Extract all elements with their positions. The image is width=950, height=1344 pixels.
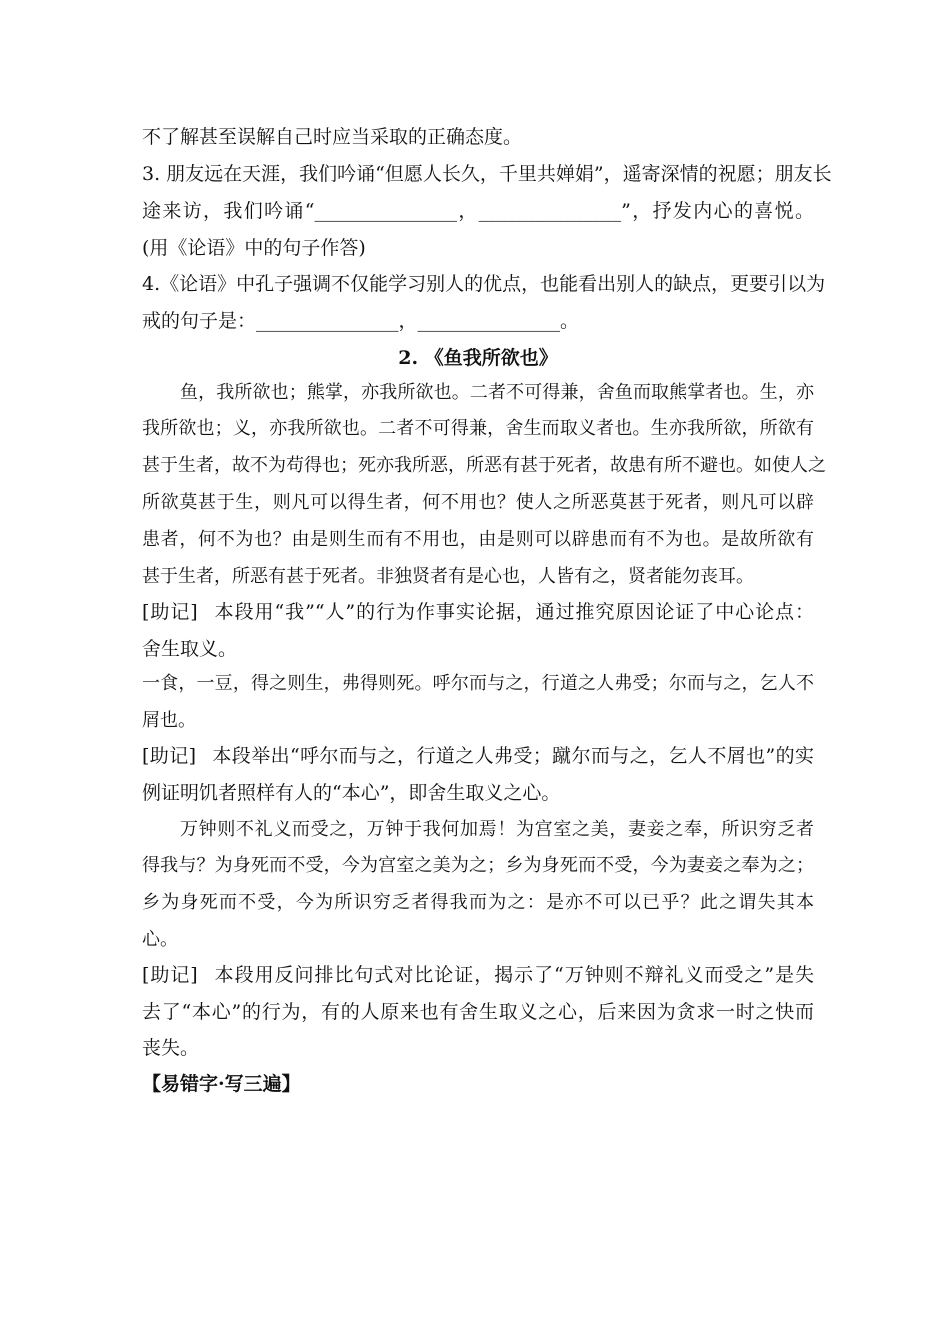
note-line (142, 961, 814, 989)
note-line: 舍生取义。 (142, 638, 238, 660)
note-text: 本段用“我”“人”的行为作事实论据，通过推究原因论证了中心论点： (213, 601, 815, 623)
question-4-fill-line: 戒的句子是：_______________，_______________。 (142, 310, 580, 332)
note-tag: [助记] (142, 745, 197, 767)
section-heading: 【易错字·写三遍】 (142, 1073, 301, 1095)
passage-line: 心。 (142, 929, 178, 950)
question-3-fill-line: 途来访，我们吟诵“_______________，_______________”，抒发内心的喜悦。 (142, 200, 814, 222)
question-3-note: (用《论语》中的句子作答) (142, 237, 366, 259)
passage-line: 屑也。 (142, 710, 196, 731)
note-line: 丧失。 (142, 1037, 200, 1059)
passage-line: 万钟则不礼义而受之，万钟于我何加焉！为宫室之美，妻妾之奉，所识穷乏者 (180, 819, 814, 840)
note-line: 例证明饥者照样有人的“本心”，即舍生取义之心。 (142, 782, 561, 804)
passage-line: 乡为身死而不受，今为所识穷乏者得我而为之：是亦不可以已乎？此之谓失其本 (142, 892, 814, 913)
note-text: 本段举出“呼尔而与之，行道之人弗受；蹴尔而与之，乞人不屑也”的实 (212, 745, 815, 767)
note-line (142, 598, 814, 626)
passage-line: 患者，何不为也？由是则生而有不用也，由是则可以辟患而有不为也。是故所欲有 (142, 529, 814, 550)
passage-line: 一食，一豆，得之则生，弗得则死。呼尔而与之，行道之人弗受；尔而与之，乞人不 (142, 673, 814, 694)
note-line (142, 742, 814, 770)
note-line: 去了“本心”的行为，有的人原来也有舍生取义之心，后来因为贪求一时之快而 (142, 1001, 814, 1023)
note-text: 本段用反问排比句式对比论证，揭示了“万钟则不辩礼义而受之”是失 (213, 964, 814, 986)
note-tag: [助记] (142, 601, 198, 623)
section-title: 2. 《鱼我所欲也》 (398, 347, 558, 369)
question-3-line: 3. 朋友远在天涯，我们吟诵“但愿人长久，千里共婵娟”，遥寄深情的祝愿；朋友长 (142, 163, 832, 185)
note-tag: [助记] (142, 964, 198, 986)
text-line: 不了解甚至误解自己时应当采取的正确态度。 (142, 126, 523, 148)
passage-line: 鱼，我所欲也；熊掌，亦我所欲也。二者不可得兼，舍鱼而取熊掌者也。生，亦 (180, 382, 814, 403)
passage-line: 所欲莫甚于生，则凡可以得生者，何不用也？使人之所恶莫甚于死者，则凡可以辟 (142, 492, 814, 513)
passage-line: 甚于生者，所恶有甚于死者。非独贤者有是心也，人皆有之，贤者能勿丧耳。 (142, 566, 754, 587)
question-4-line: 4.《论语》中孔子强调不仅能学习别人的优点，也能看出别人的缺点，更要引以为 (142, 273, 826, 295)
passage-line: 得我与？为身死而不受，今为宫室之美为之；乡为身死而不受，今为妻妾之奉为之； (142, 855, 814, 876)
passage-line: 我所欲也；义，亦我所欲也。二者不可得兼，舍生而取义者也。生亦我所欲，所欲有 (142, 418, 814, 439)
passage-line: 甚于生者，故不为苟得也；死亦我所恶，所恶有甚于死者，故患有所不避也。如使人之 (142, 455, 826, 476)
